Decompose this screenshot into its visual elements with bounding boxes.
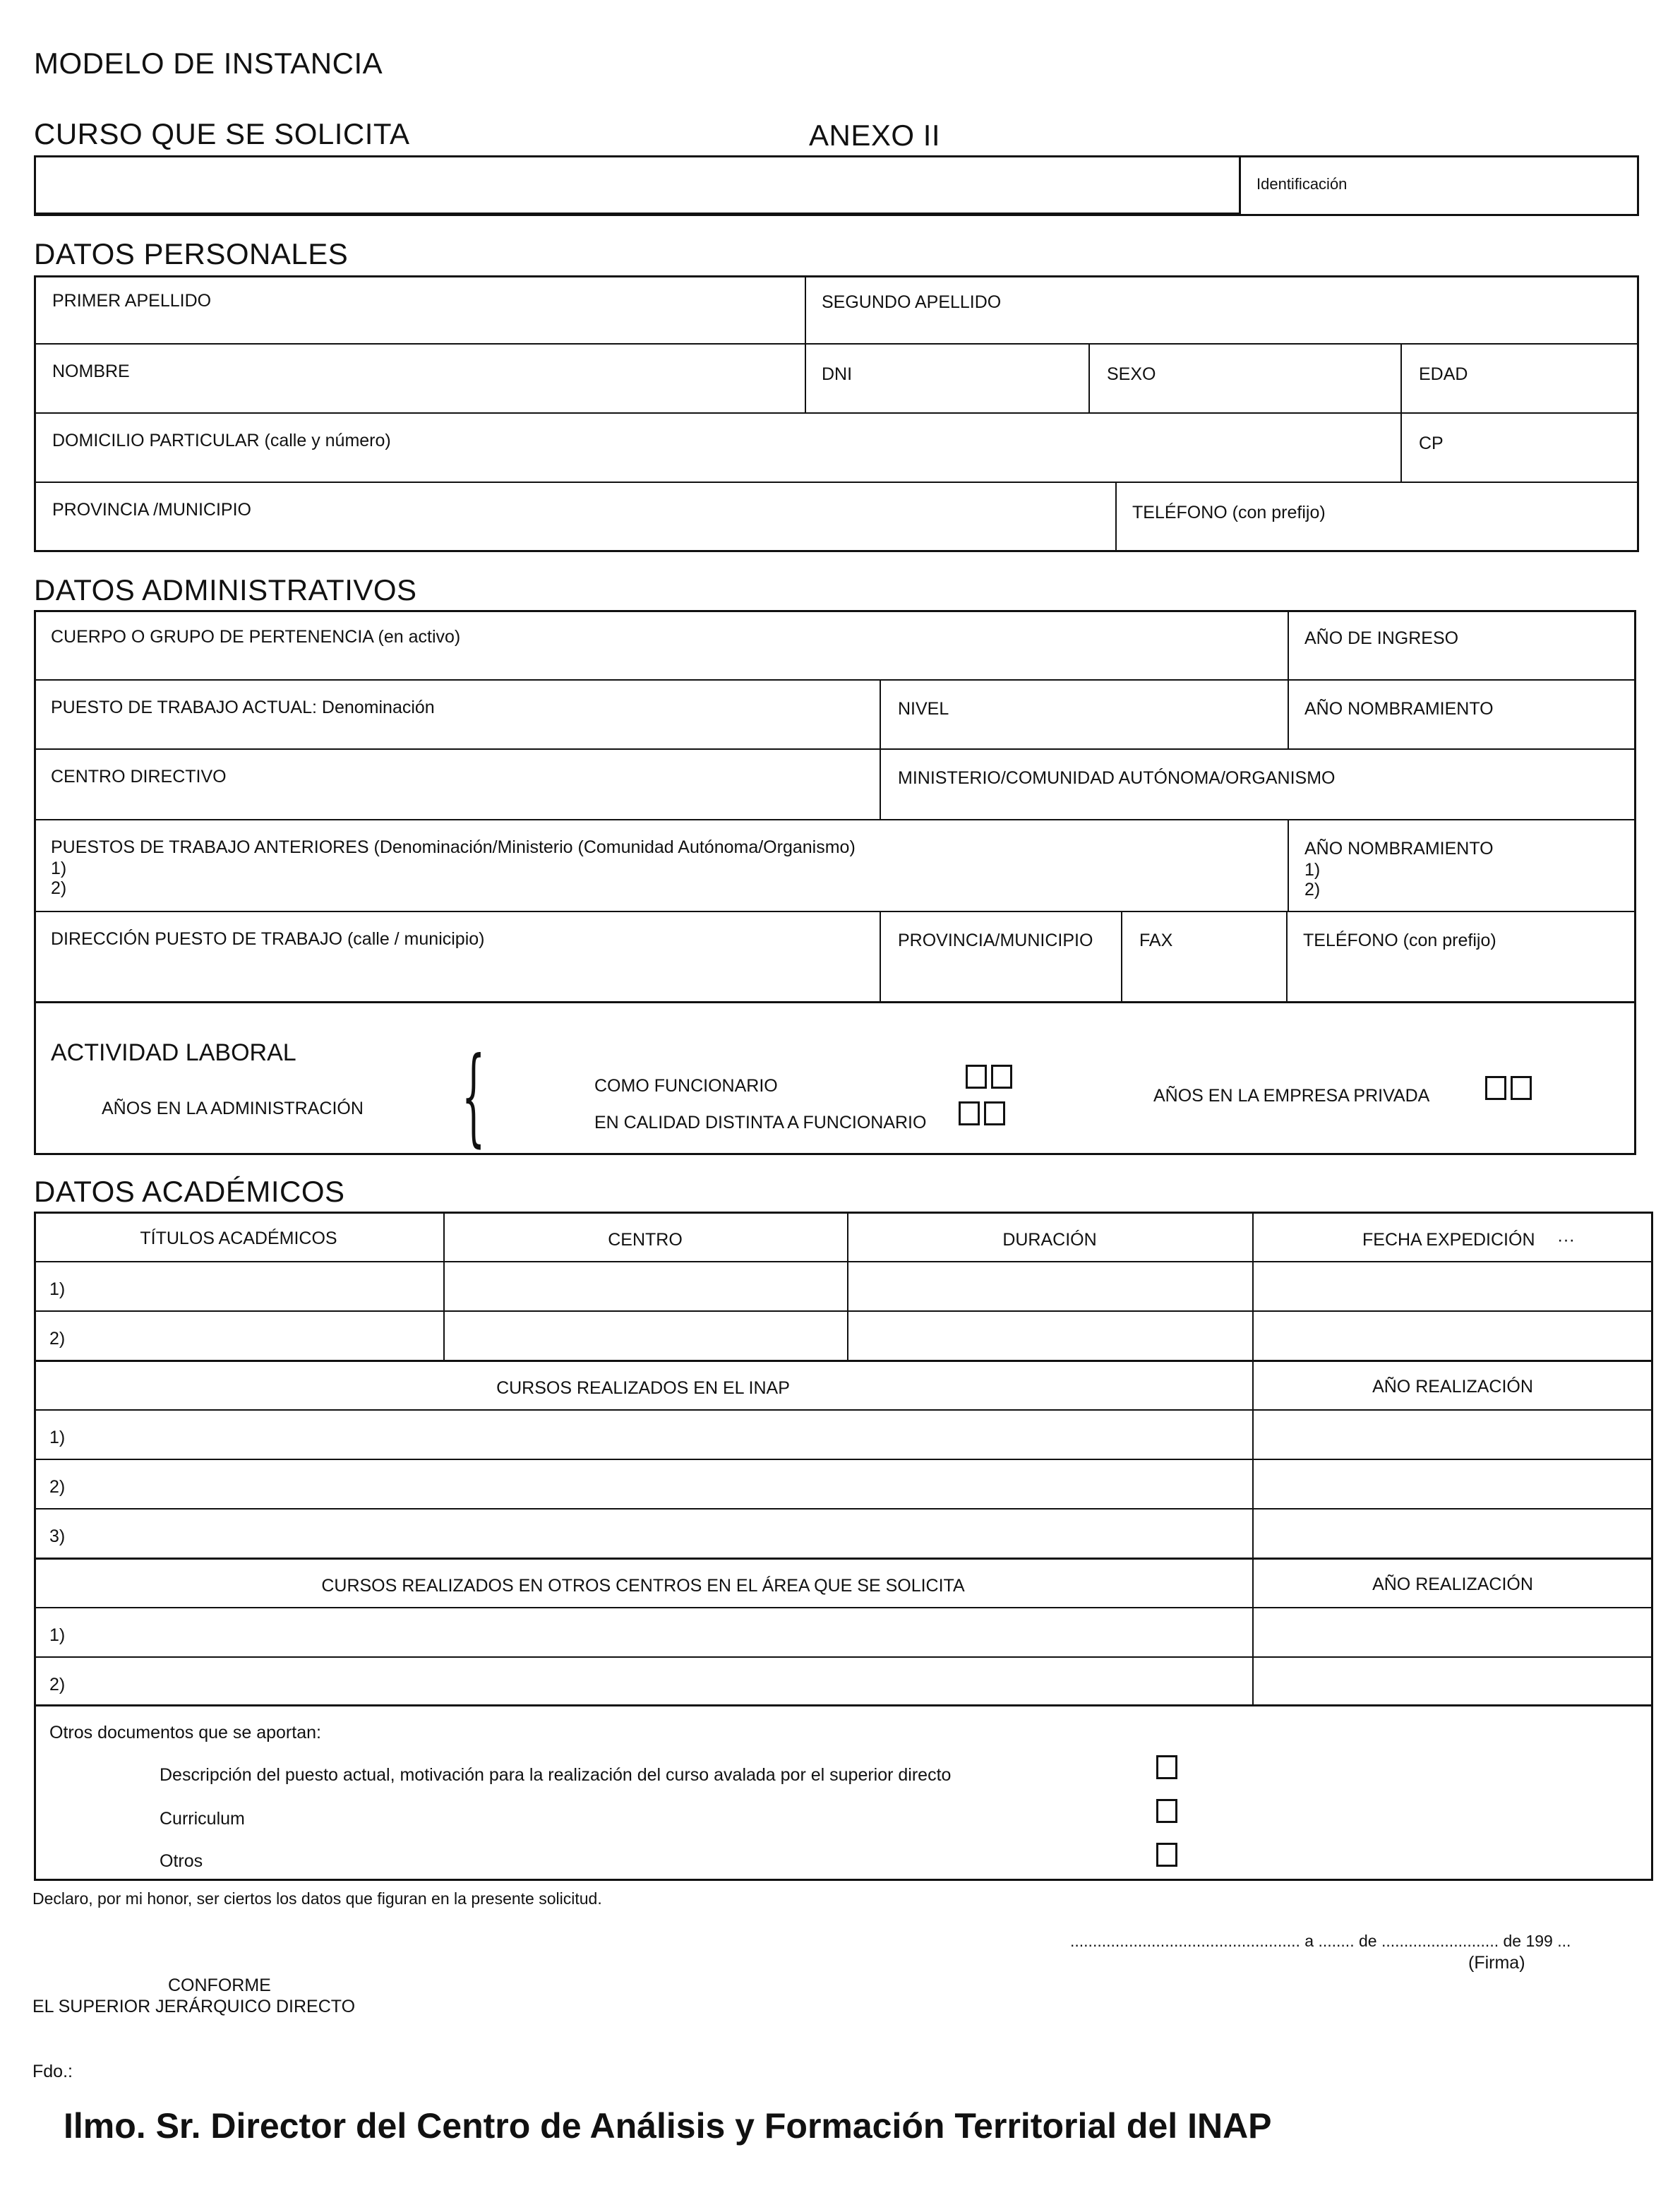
brace-symbol: { xyxy=(462,1035,486,1158)
other-capacity-years-box-2[interactable] xyxy=(984,1101,1005,1125)
previous-job-2[interactable]: 2) xyxy=(51,878,67,898)
signature-label: (Firma) xyxy=(1468,1953,1525,1973)
second-surname-field[interactable]: SEGUNDO APELLIDO xyxy=(822,292,1002,312)
others-label: Otros xyxy=(160,1851,203,1871)
identification-label: Identificación xyxy=(1256,175,1348,193)
col-center: CENTRO xyxy=(608,1230,683,1250)
inap-row-1[interactable]: 1) xyxy=(49,1428,66,1447)
inap-row-2[interactable]: 2) xyxy=(49,1477,66,1497)
other-documents-label: Otros documentos que se aportan: xyxy=(49,1723,321,1742)
curriculum-label: Curriculum xyxy=(160,1809,245,1829)
other-capacity-label: EN CALIDAD DISTINTA A FUNCIONARIO xyxy=(594,1113,927,1132)
form-model-title: MODELO DE INSTANCIA xyxy=(34,47,383,80)
col-issue-date: FECHA EXPEDICIÓN xyxy=(1362,1230,1535,1250)
inap-year-header: AÑO REALIZACIÓN xyxy=(1372,1377,1533,1397)
academic-data-heading: DATOS ACADÉMICOS xyxy=(34,1175,345,1208)
workplace-province-field[interactable]: PROVINCIA/MUNICIPIO xyxy=(898,931,1093,950)
signed-by-label[interactable]: Fdo.: xyxy=(32,2062,73,2081)
col-issue-date-dots: ··· xyxy=(1557,1230,1575,1250)
administrative-data-box xyxy=(34,610,1636,1158)
job-description-label: Descripción del puesto actual, motivación para la realización del curso avalada por el superior directo xyxy=(160,1765,952,1785)
personal-data-heading: DATOS PERSONALES xyxy=(34,237,349,270)
title-row-2[interactable]: 2) xyxy=(49,1329,66,1349)
current-job-field[interactable]: PUESTO DE TRABAJO ACTUAL: Denominación xyxy=(51,698,435,717)
previous-appointment-year[interactable]: AÑO NOMBRAMIENTO xyxy=(1304,839,1494,859)
job-description-checkbox[interactable] xyxy=(1156,1755,1177,1779)
place-date-line[interactable]: ................................................... a ........ de .......................... de 199 ... xyxy=(1070,1932,1571,1950)
previous-appointment-year-2[interactable]: 2) xyxy=(1304,880,1321,899)
name-field[interactable]: NOMBRE xyxy=(52,361,130,381)
inap-row-3[interactable]: 3) xyxy=(49,1526,66,1546)
dni-field[interactable]: DNI xyxy=(822,364,853,384)
phone-field[interactable]: TELÉFONO (con prefijo) xyxy=(1132,503,1326,522)
administrative-data-heading: DATOS ADMINISTRATIVOS xyxy=(34,573,417,606)
col-academic-titles: TÍTULOS ACADÉMICOS xyxy=(140,1228,337,1248)
province-field[interactable]: PROVINCIA /MUNICIPIO xyxy=(52,500,251,520)
other-courses-header: CURSOS REALIZADOS EN OTROS CENTROS EN EL ÁREA QUE SE SOLICITA xyxy=(321,1576,965,1596)
sex-field[interactable]: SEXO xyxy=(1107,364,1156,384)
declaration-text: Declaro, por mi honor, ser ciertos los datos que figuran en la presente solicitud. xyxy=(32,1889,602,1908)
fax-field[interactable]: FAX xyxy=(1139,931,1173,950)
civil-servant-years-box-2[interactable] xyxy=(991,1065,1012,1089)
ministry-field[interactable]: MINISTERIO/COMUNIDAD AUTÓNOMA/ORGANISMO xyxy=(898,768,1336,788)
workplace-phone-field[interactable]: TELÉFONO (con prefijo) xyxy=(1303,931,1496,950)
age-field[interactable]: EDAD xyxy=(1419,364,1468,384)
title-row-1[interactable]: 1) xyxy=(49,1279,66,1299)
as-civil-servant-label: COMO FUNCIONARIO xyxy=(594,1076,778,1096)
personal-data-box xyxy=(34,275,1639,552)
others-checkbox[interactable] xyxy=(1156,1843,1177,1867)
annex-label: ANEXO II xyxy=(809,119,941,152)
entry-year-field[interactable]: AÑO DE INGRESO xyxy=(1304,628,1459,648)
home-address-field[interactable]: DOMICILIO PARTICULAR (calle y número) xyxy=(52,431,391,450)
civil-servant-years-box-1[interactable] xyxy=(966,1065,987,1089)
approval-label: CONFORME xyxy=(168,1975,271,1995)
private-company-years-label: AÑOS EN LA EMPRESA PRIVADA xyxy=(1153,1086,1430,1106)
curriculum-checkbox[interactable] xyxy=(1156,1799,1177,1823)
work-activity-heading: ACTIVIDAD LABORAL xyxy=(51,1039,296,1066)
body-group-field[interactable]: CUERPO O GRUPO DE PERTENENCIA (en activo) xyxy=(51,627,461,647)
private-years-box-2[interactable] xyxy=(1511,1076,1532,1100)
direct-superior-label: EL SUPERIOR JERÁRQUICO DIRECTO xyxy=(32,1997,356,2016)
workplace-address-field[interactable]: DIRECCIÓN PUESTO DE TRABAJO (calle / municipio) xyxy=(51,929,485,949)
first-surname-field[interactable]: PRIMER APELLIDO xyxy=(52,291,212,311)
directive-center-field[interactable]: CENTRO DIRECTIVO xyxy=(51,767,227,787)
other-year-header: AÑO REALIZACIÓN xyxy=(1372,1574,1533,1594)
course-requested-heading: CURSO QUE SE SOLICITA xyxy=(34,117,410,150)
appointment-year-field[interactable]: AÑO NOMBRAMIENTO xyxy=(1304,699,1494,719)
course-input[interactable] xyxy=(34,155,1241,215)
level-field[interactable]: NIVEL xyxy=(898,699,949,719)
postal-code-field[interactable]: CP xyxy=(1419,434,1444,453)
previous-jobs-field[interactable]: PUESTOS DE TRABAJO ANTERIORES (Denominación/Ministerio (Comunidad Autónoma/Organismo) xyxy=(51,837,856,857)
previous-appointment-year-1[interactable]: 1) xyxy=(1304,860,1321,880)
other-row-2[interactable]: 2) xyxy=(49,1675,66,1694)
col-duration: DURACIÓN xyxy=(1002,1230,1097,1250)
other-capacity-years-box-1[interactable] xyxy=(959,1101,980,1125)
years-administration-label: AÑOS EN LA ADMINISTRACIÓN xyxy=(102,1099,364,1118)
other-row-1[interactable]: 1) xyxy=(49,1625,66,1645)
previous-job-1[interactable]: 1) xyxy=(51,859,67,878)
addressee-title: Ilmo. Sr. Director del Centro de Análisis y Formación Territorial del INAP xyxy=(64,2106,1272,2146)
inap-courses-header: CURSOS REALIZADOS EN EL INAP xyxy=(496,1378,790,1398)
private-years-box-1[interactable] xyxy=(1485,1076,1506,1100)
